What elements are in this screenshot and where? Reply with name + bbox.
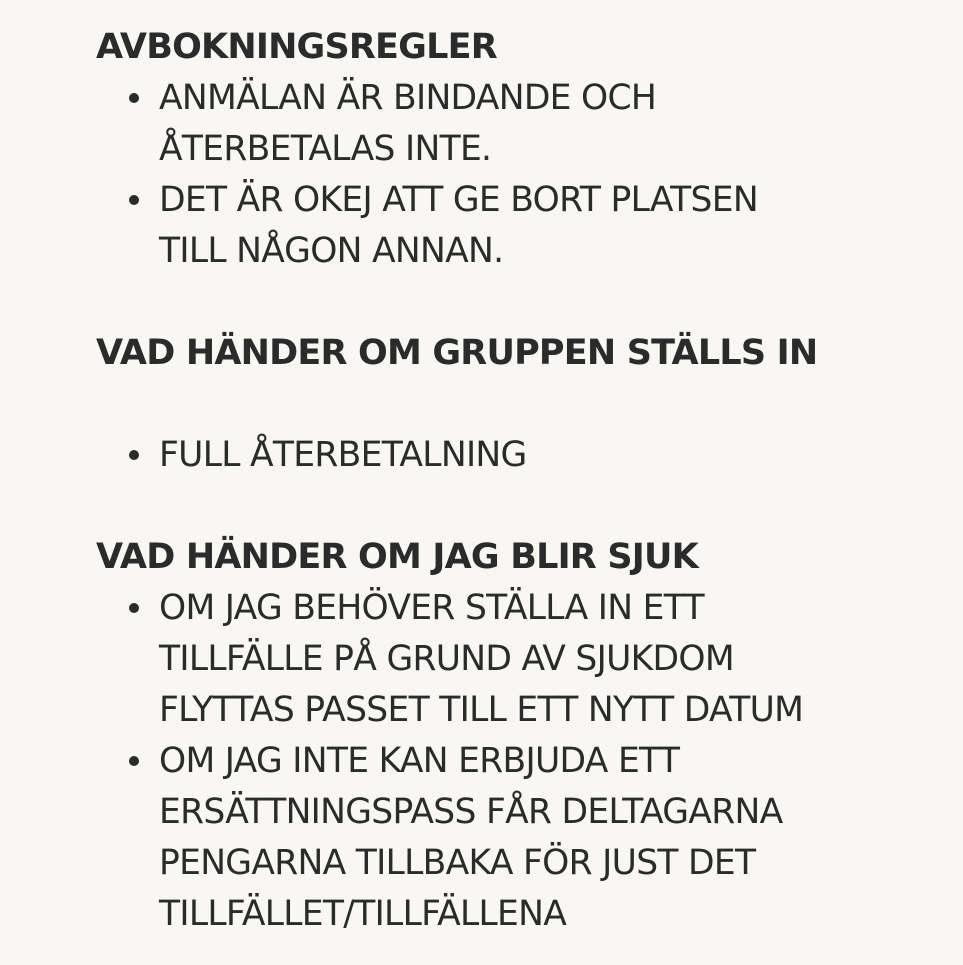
list-item: [96, 736, 916, 940]
bullet-icon: [129, 603, 139, 613]
section-heading: VAD HÄNDER OM GRUPPEN STÄLLS IN: [96, 333, 818, 373]
list-item-line: TILLFÄLLET/TILLFÄLLENA: [159, 894, 567, 934]
section-heading: AVBOKNINGSREGLER: [96, 27, 497, 67]
spacer: [96, 277, 916, 328]
bullet-list: [96, 430, 916, 481]
section-heading: VAD HÄNDER OM JAG BLIR SJUK: [96, 537, 698, 577]
bullet-icon: [129, 450, 139, 460]
list-item: [96, 583, 916, 736]
list-item-line: OM JAG INTE KAN ERBJUDA ETT: [159, 741, 680, 781]
section-cancellation-rules: [96, 22, 916, 277]
list-item-line: PENGARNA TILLBAKA FÖR JUST DET: [159, 843, 756, 883]
list-item-line: TILL NÅGON ANNAN.: [159, 231, 504, 271]
bullet-list: [96, 583, 916, 940]
list-item-line: ANMÄLAN ÄR BINDANDE OCH: [159, 78, 657, 118]
bullet-list: [96, 73, 916, 277]
list-item-line: OM JAG BEHÖVER STÄLLA IN ETT: [159, 588, 704, 628]
list-item: [96, 430, 916, 481]
document-body: [96, 22, 916, 940]
list-item-line: FLYTTAS PASSET TILL ETT NYTT DATUM: [159, 690, 804, 730]
section-if-sick: [96, 532, 916, 940]
bullet-icon: [129, 195, 139, 205]
list-item-line: FULL ÅTERBETALNING: [159, 435, 527, 475]
list-item-line: ERSÄTTNINGSPASS FÅR DELTAGARNA: [159, 792, 783, 832]
spacer: [96, 481, 916, 532]
bullet-icon: [129, 93, 139, 103]
spacer: [96, 379, 916, 430]
section-group-cancelled: [96, 328, 916, 481]
list-item-line: ÅTERBETALAS INTE.: [159, 129, 492, 169]
bullet-icon: [129, 756, 139, 766]
list-item-line: DET ÄR OKEJ ATT GE BORT PLATSEN: [159, 180, 758, 220]
list-item-line: TILLFÄLLE PÅ GRUND AV SJUKDOM: [159, 639, 734, 679]
list-item: [96, 73, 916, 175]
list-item: [96, 175, 916, 277]
